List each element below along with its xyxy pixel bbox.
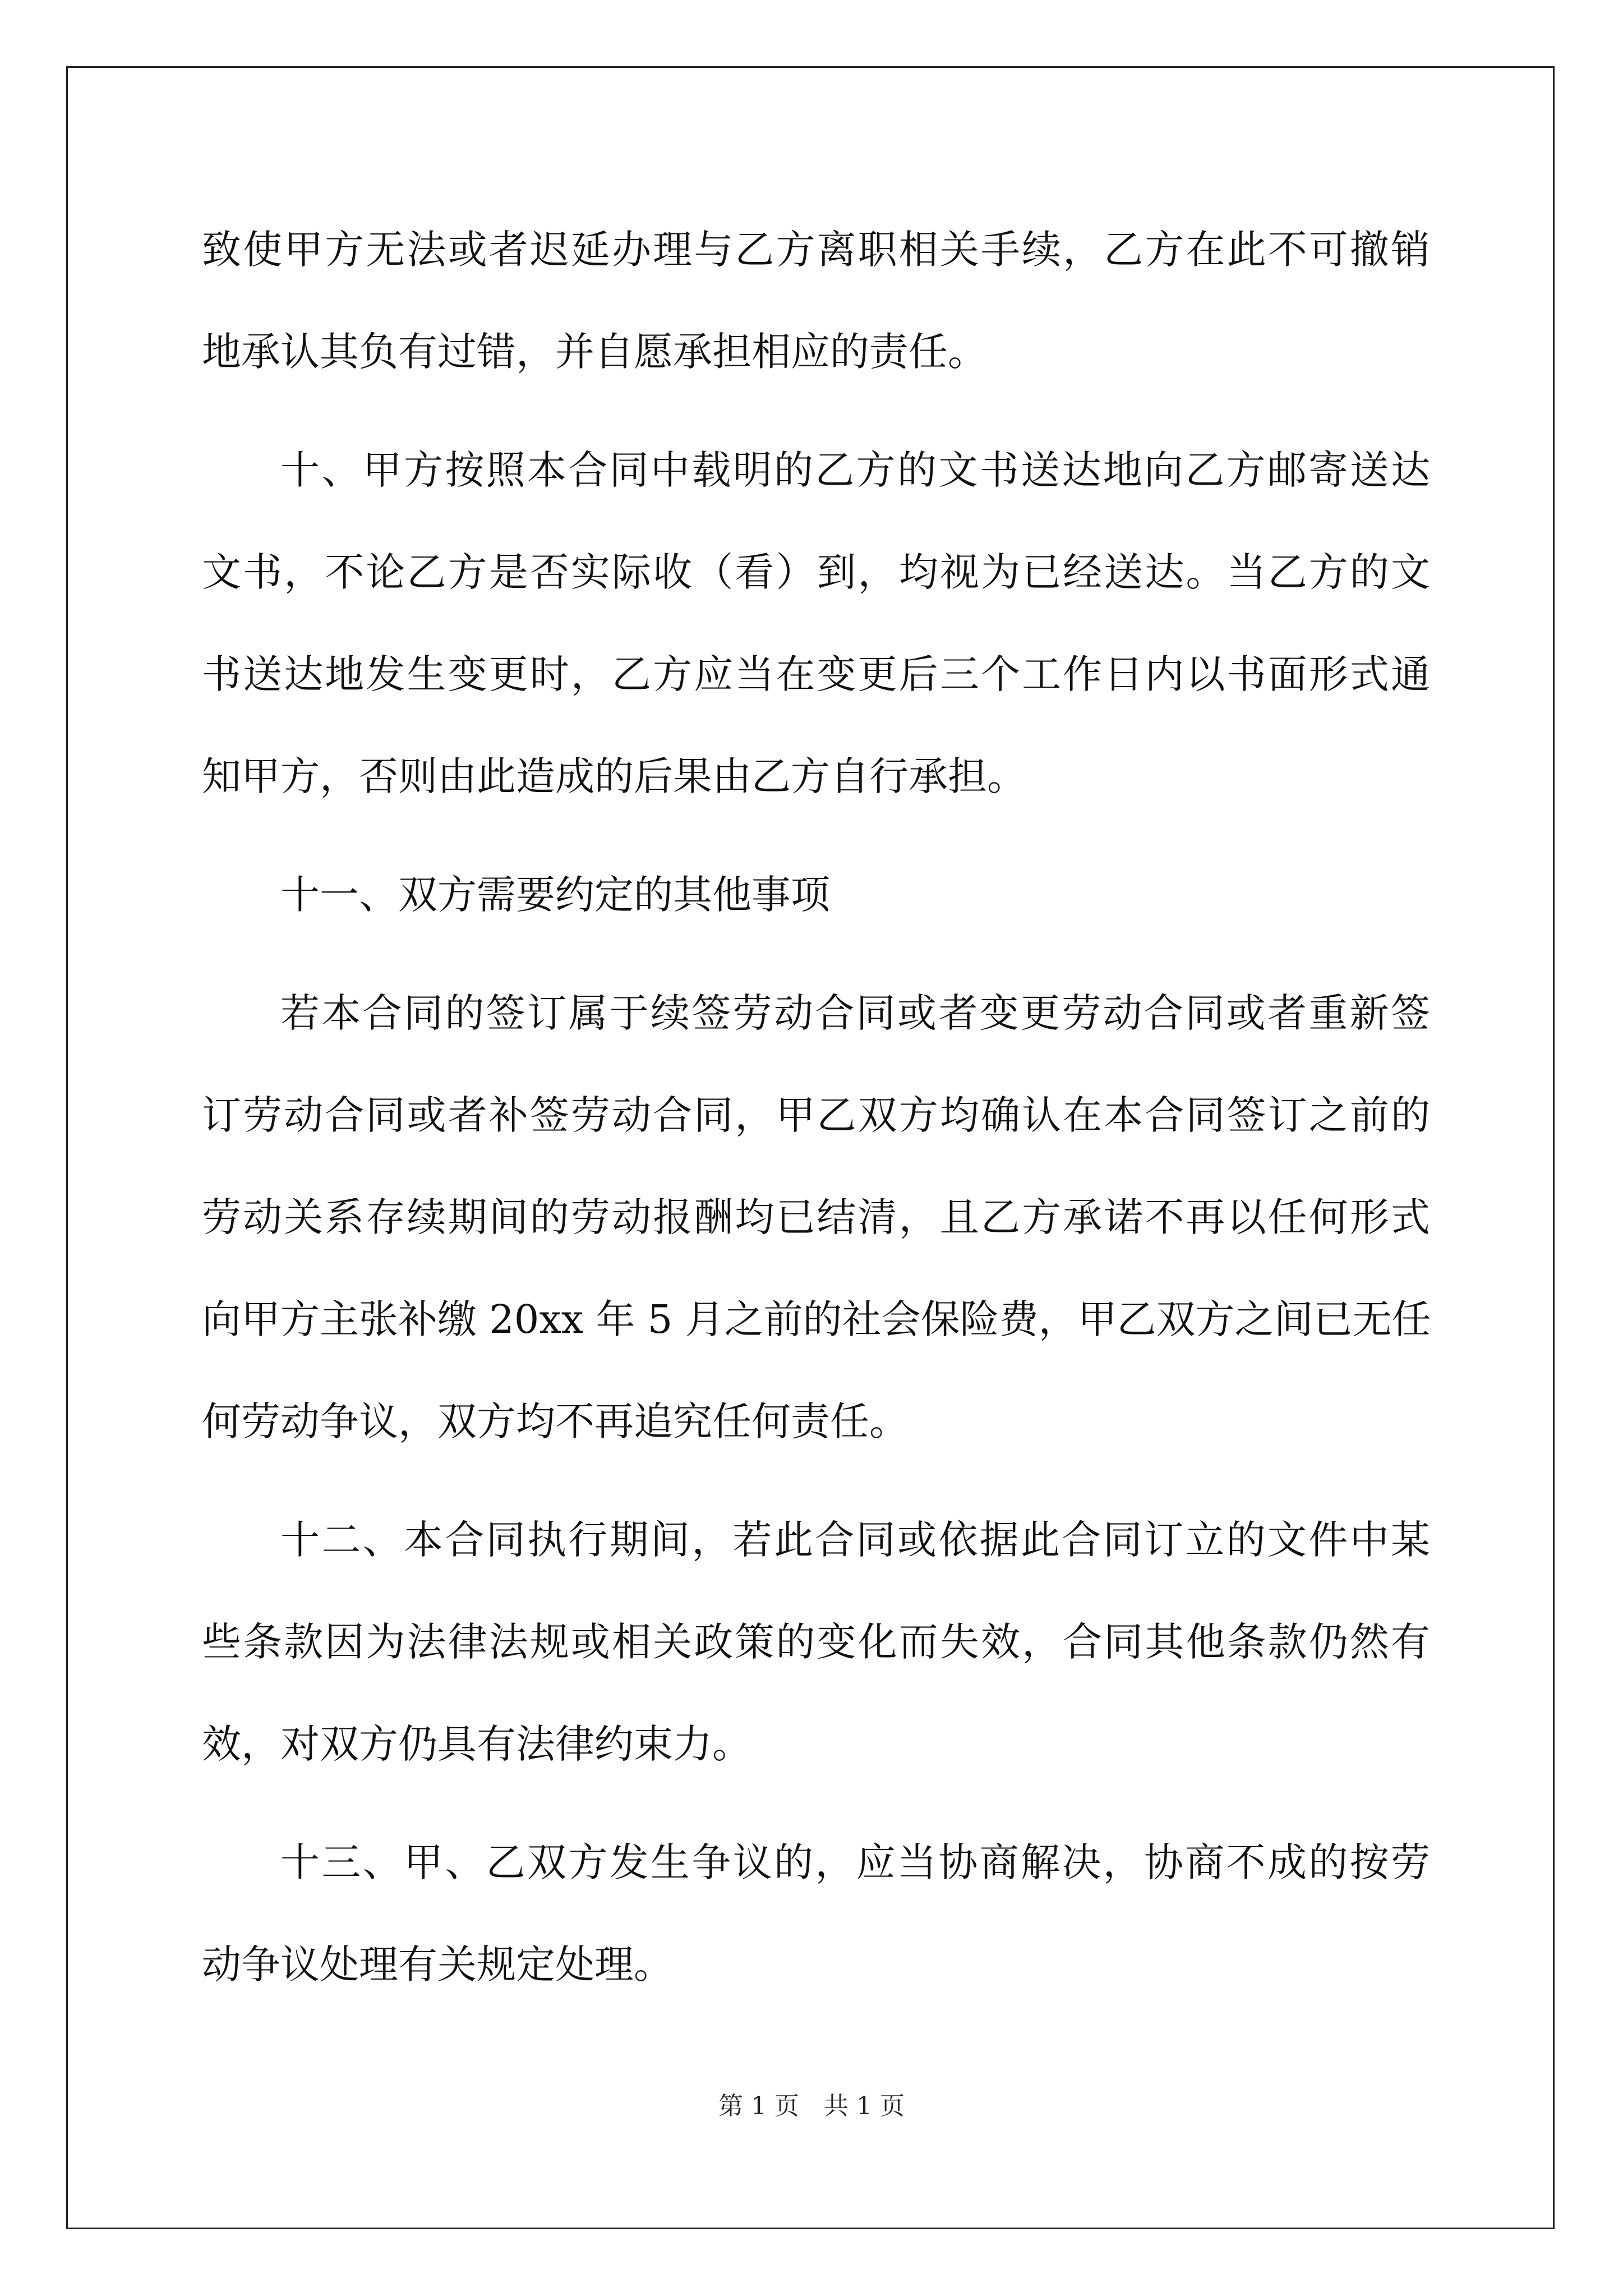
paragraph-line: 若本合同的签订属于续签劳动合同或者变更劳动合同或者重新签 (280, 990, 1430, 1036)
paragraph-line: 十二、本合同执行期间，若此合同或依据此合同订立的文件中某 (280, 1517, 1430, 1563)
page-border (66, 66, 1555, 2229)
paragraph-line: 十三、甲、乙双方发生争议的，应当协商解决，协商不成的按劳 (280, 1839, 1430, 1885)
paragraph-line: 地承认其负有过错，并自愿承担相应的责任。 (202, 329, 987, 375)
paragraph-line: 向甲方主张补缴 20xx 年 5 月之前的社会保险费，甲乙双方之间已无任 (202, 1296, 1431, 1342)
paragraph-line: 动争议处理有关规定处理。 (202, 1941, 673, 1987)
paragraph-line: 知甲方，否则由此造成的后果由乙方自行承担。 (202, 753, 1026, 799)
paragraph-line: 订劳动合同或者补签劳动合同，甲乙双方均确认在本合同签订之前的 (202, 1092, 1430, 1138)
paragraph-line: 书送达地发生变更时，乙方应当在变更后三个工作日内以书面形式通 (202, 651, 1430, 697)
paragraph-line: 致使甲方无法或者迟延办理与乙方离职相关手续，乙方在此不可撤销 (202, 227, 1430, 273)
section-heading: 十一、双方需要约定的其他事项 (280, 872, 830, 918)
paragraph-line: 文书，不论乙方是否实际收（看）到，均视为已经送达。当乙方的文 (202, 549, 1430, 595)
paragraph-line: 效，对双方仍具有法律约束力。 (202, 1721, 751, 1767)
paragraph-line: 些条款因为法律法规或相关政策的变化而失效，合同其他条款仍然有 (202, 1619, 1430, 1665)
page-footer: 第 1 页 共 1 页 (718, 2092, 905, 2120)
paragraph-line: 十、甲方按照本合同中载明的乙方的文书送达地向乙方邮寄送达 (280, 447, 1430, 493)
paragraph-line: 劳动关系存续期间的劳动报酬均已结清，且乙方承诺不再以任何形式 (202, 1194, 1430, 1240)
paragraph-line: 何劳动争议，双方均不再追究任何责任。 (202, 1398, 909, 1444)
